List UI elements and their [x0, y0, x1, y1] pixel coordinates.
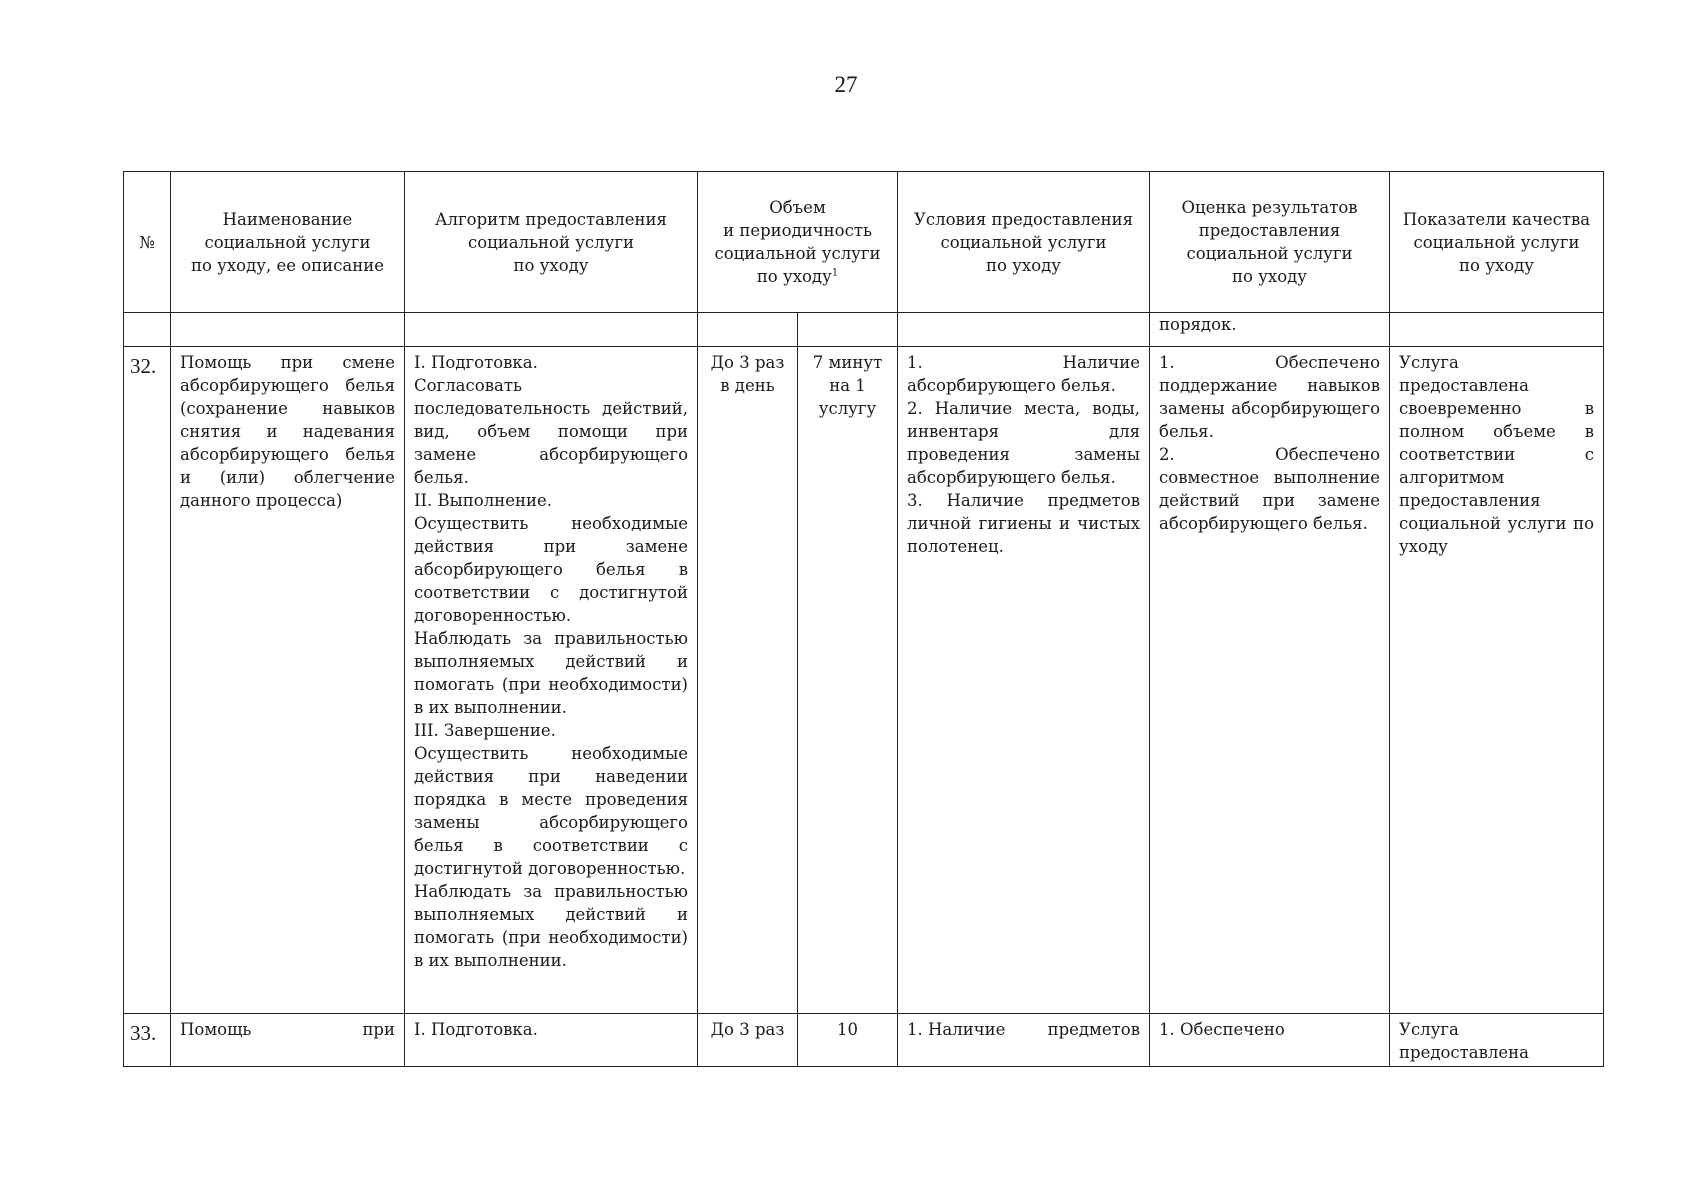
service-volume: 10 [837, 1020, 858, 1039]
header-conditions: Условия предоставления социальной услуги по уходу [898, 172, 1150, 313]
header-algorithm: Алгоритм предоставления социальной услуги по уходу [405, 172, 698, 313]
service-volume: 7 минут на 1 услугу [812, 353, 883, 418]
footnote-marker: 1 [831, 267, 839, 279]
table-row [124, 347, 1604, 1014]
continuation-text: порядок. [1159, 315, 1237, 334]
continuation-row [124, 313, 1604, 347]
header-volume: Объем и периодичность социальной услуги по уходу$^1$ [698, 172, 898, 313]
service-algorithm: I. Подготовка. [414, 1020, 538, 1039]
service-evaluation: 1. Обеспечено поддержание навыков замены абсорбирующего белья. 2. Обеспечено совместное выполнение действий при замене абсорбирующего белья. [1159, 353, 1381, 533]
service-algorithm: I. Подготовка. Согласовать последовательность действий, вид, объем помощи при замене абсорбирующего белья. II. Выполнение. Осуществить необходимые действия при замене абсорбирующего белья в соответствии с достигнутой договоренностью. Наблюдать за правильностью выполняемых действий и помогать (при необходимости) в их выполнении. III. Завершение. Осуществить необходимые действия при наведении порядка в месте проведения замены абсорбирующего белья в соответствии с достигнутой договоренностью. Наблюдать за правильностью выполняемых действий и помогать (при необходимости) в их выполнении. [414, 353, 688, 970]
service-periodicity: До 3 раз [710, 1020, 785, 1039]
page-number: 27 [834, 72, 858, 97]
header-evaluation: Оценка результатов предоставления социальной услуги по уходу [1150, 172, 1390, 313]
header-name: Наименование социальной услуги по уходу, ее описание [171, 172, 405, 313]
service-evaluation: 1. Обеспечено [1159, 1020, 1285, 1039]
header-num: № [124, 172, 171, 313]
service-quality: Услуга предоставлена своевременно в полном объеме в соответствии с алгоритмом предоставления социальной услуги по уходу [1399, 353, 1595, 556]
header-quality: Показатели качества социальной услуги по уходу [1390, 172, 1604, 313]
service-name: Помощь при [180, 1020, 395, 1039]
table-row [124, 1014, 1604, 1067]
service-quality: Услуга предоставлена [1399, 1020, 1530, 1062]
header-row [124, 172, 1604, 313]
service-conditions: 1. Наличие абсорбирующего белья. 2. Наличие места, воды, инвентаря для проведения замены абсорбирующего белья. 3. Наличие предметов личной гигиены и чистых полотенец. [907, 353, 1141, 556]
row-number: 33. [124, 1014, 171, 1067]
service-periodicity: До 3 раз в день [710, 353, 785, 395]
services-table [123, 171, 1604, 1067]
service-name: Помощь при смене абсорбирующего белья (сохранение навыков снятия и надевания абсорбирующего белья и (или) облегчение данного процесса) [180, 353, 395, 510]
row-number: 32. [124, 347, 171, 1014]
service-conditions: 1. Наличие предметов [907, 1020, 1141, 1039]
